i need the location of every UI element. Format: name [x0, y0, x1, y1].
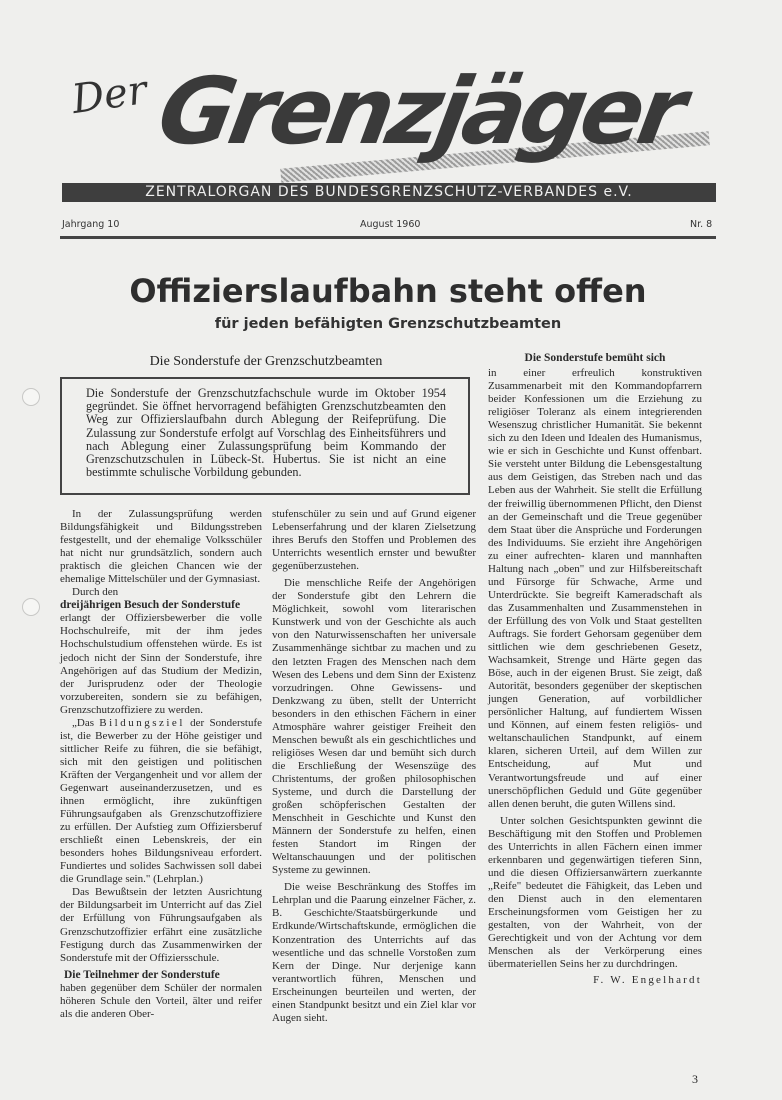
intro-box: Die Sonderstufe der Grenzschutzfachschule wurde im Oktober 1954 gegründet. Sie öffnet hervorragend befähigten Grenzschutzbeamten den Weg zur Offizierslaufbahn durch Ablegung der Reifeprüfung. Die Zulassung zur Sonderstufe erfolgt auf Vorschlag des Einheitsführers und nach Ablegung einer Zulassungsprüfung beim Kommando der Grenzschutzschulen in Lübeck-St. Hubertus. Sie ist nicht an eine bestimmte schulische Vorbildung gebunden. — [60, 377, 470, 495]
subheading: Die Teilnehmer der Sonderstufe — [64, 968, 220, 981]
issue-number: Nr. 8 — [690, 219, 713, 230]
paragraph: Die weise Beschränkung des Stoffes im Lehrplan und die Paarung einzelner Fächer, z. B. Geschichte/Staatsbürgerkunde und Erdkunde/Wirtschaftskunde, ermöglichen die Konzentration des Unterrichts auf das wesentliche und das schnelle Vorstoßen zum Kern der Dinge. Nur derjenige kann verantwortlich führen, Menschen und Erscheinungen beurteilen und werten, der einen Standpunkt besitzt und ein Ziel klar vor Augen sieht. — [272, 881, 476, 1024]
paragraph: In der Zulassungsprüfung werden Bildungsfähigkeit und Bildungsstreben festgestellt, und der ehemalige Volksschüler hat nicht nur grundsätzlich, sondern auch praktisch die gleichen Chancen wie der ehemalige Mittelschüler und der Gymnasiast. — [60, 508, 262, 586]
paragraph: Das Bewußtsein der letzten Ausrichtung der Bildungsarbeit im Unterricht auf das Ziel der Erfüllung von Führungsaufgaben als Grenzschutzoffizier erfährt eine zusätzliche Festigung durch das Zusammenwirken der Sonderstufe mit der Offiziersschule. — [60, 886, 262, 964]
section-title: Die Sonderstufe der Grenzschutzbeamten — [149, 354, 383, 369]
issue-date: August 1960 — [360, 219, 421, 230]
paragraph: Durch den — [72, 586, 119, 599]
paragraph: Die menschliche Reife der Angehörigen der Sonderstufe gibt den Lehrern die Möglichkeit, sowohl vom literarischen Kunstwerk und von der Geschichte als auch von den Naturwissenschaften her universale Zusammenhänge sichtbar zu machen und zu den letzten Fragen des Menschen nach dem Wesen des Lebens und dem Sinn der Existenz vorzudringen. Ohne Gewissens- und Denkzwang zu üben, stellt der Unterricht besonders in den ethischen Fächern in einer Atmosphäre wahrer geistiger Freiheit den Menschen bewußt als ein geschichtliches und religiöses Wesen dar und bemüht sich durch die Erschließung der Wesenszüge des Christentums, der großen philosophischen Systeme, und durch die Darstellung der großen schöpferischen Gestalten der Menschheit in Geschichte und Kunst den Männern der Sonderstufe zu helfen, einen festen Standort im Ringen der Weltanschauungen und der politischen Systeme zu gewinnen. — [272, 577, 476, 877]
headline: Offizierslaufbahn steht offen — [129, 272, 647, 310]
quote-open: „Das — [72, 716, 100, 729]
paragraph: stufenschüler zu sein und auf Grund eigener Lebenserfahrung und der klaren Zielsetzung ihres Berufs den Stoffen und Problemen des Unterrichts wesentlich ernster und bewußter gegenüberzustehen. — [272, 508, 476, 573]
masthead-banner: ZENTRALORGAN DES BUNDESGRENZSCHUTZ-VERBANDES e.V. — [62, 183, 716, 202]
logo-title: Grenzjäger — [150, 58, 690, 165]
masthead-rule — [60, 236, 716, 239]
subheading: Die Sonderstufe bemüht sich — [524, 352, 666, 364]
paragraph: erlangt der Offiziersbewerber die volle Hochschulreife, mit der ihm jedes Hochschulstudium offenstehen würde. Es ist jedoch nicht der Sinn der Sonderstufe, ihre Angehörigen auf das Studium der Medizin, der Jurisprudenz oder der Theologie vorzubereiten, sondern sie zu befähigen, Grenzschutzoffiziere zu werden. — [60, 612, 262, 716]
paragraph — [60, 717, 262, 887]
paragraph: haben gegenüber dem Schüler der normalen höheren Schule den Vorteil, älter und reifer als die anderen Ober- — [60, 981, 262, 1020]
paragraph: in einer erfreulich konstruktiven Zusammenarbeit mit den Kommandopfarrern beider Konfessionen um die Erziehung zu religiöser Toleranz als einem integrierenden Wesenszug christlicher Humanität. Sie bekennt sich zu den Ideen und Idealen des Humanismus, wie er sich in Geschichte und Kunst offenbart. Sie versteht unter Bildung die Lebensgestaltung aus dem Geistigen, das Streben nach und das Leben aus der Wahrheit. Sie stellt die Erfüllung der freiwillig übernommenen Pflicht, den Dienst an der Gemeinschaft und die Treue gegenüber dem Staat über die Ansprüche und Forderungen des Individuums. Sie erzieht ihre Angehörigen zu einer aufrechten- klaren und mannhaften Haltung nach „oben" und zur Hilfsbereitschaft und Fürsorge für Schwache, Arme und Unterdrückte. Sie begreift Kameradschaft als das Zusammenhalten und Zusammenstehen in der Erfüllung des von Volk und Staat gestellten Auftrags. Sie fordert Gehorsam gegenüber dem sittlichen wie dem geschriebenen Gesetz, Wachsamkeit, Strenge und Härte gegen das Böse, auch in der eigenen Brust. Sie zeigt, daß Autorität, besonders gegenüber der skeptischen jungen Generation, auf vorbildlicher persönlicher Haltung, auf fundiertem Wissen und Können, auf einem festen religiös- und weltanschaulichen Standpunkt, auf einem klaren, sicheren Urteil, auf dem Willen zur Entscheidung, auf Mut und Verantwortungsfreude und auf einer unerschöpflichen Geduld und Güte gegenüber allen denen beruht, die guten Willens sind. — [488, 367, 702, 810]
column-2 — [272, 508, 476, 1025]
punch-hole — [22, 388, 40, 406]
lead-in: dreijährigen Besuch der Sonderstufe — [60, 599, 241, 612]
spaced-term: Bildungsziel — [99, 716, 185, 729]
subheadline: für jeden befähigten Grenzschutzbeamten — [214, 316, 562, 332]
quote-text: der Sonderstufe ist, die Bewerber zu der Höhe geistiger und sittlicher Reife zu führen, die sie befähigt, sich mit den geistigen und politischen Kräften der Vergangenheit und vor allem der Gegenwart auseinanderzusetzen, und es ihnen ermöglicht, ihre zukünftigen Führungsaufgaben als Grenzschutzoffiziere zu erfüllen. Der Aufstieg zum Offiziersberuf erschließt einen Lebenskreis, der ein besonders hohes Bildungsniveau erfordert. Fundiertes und solides Sachwissen soll dabei die Grundlage sein." (Lehrplan.) — [60, 716, 262, 886]
column-3 — [488, 352, 702, 987]
logo-prefix: Der — [69, 67, 150, 123]
page-number: 3 — [692, 1072, 698, 1086]
paragraph: Unter solchen Gesichtspunkten gewinnt die Beschäftigung mit den Stoffen und Problemen des Unterrichts in allen Fächern einen immer erkennbaren und gegenwärtigen tieferen Sinn, und die diesen Offiziersanwärtern zuerkannte „Reife" bedeutet die Fähigkeit, das Leben und den Dienst auch in den elementaren Erscheinungsformen vom Geistigen her zu gestalten, von der Wahrheit, von der Gerechtigkeit und von der Achtung vor dem Menschen als der Verkörperung eines übermateriellen Seins her zu durchdringen. — [488, 814, 702, 971]
volume: Jahrgang 10 — [62, 219, 120, 230]
punch-hole — [22, 598, 40, 616]
column-1 — [60, 508, 262, 1021]
author: F. W. Engelhardt — [593, 974, 702, 987]
